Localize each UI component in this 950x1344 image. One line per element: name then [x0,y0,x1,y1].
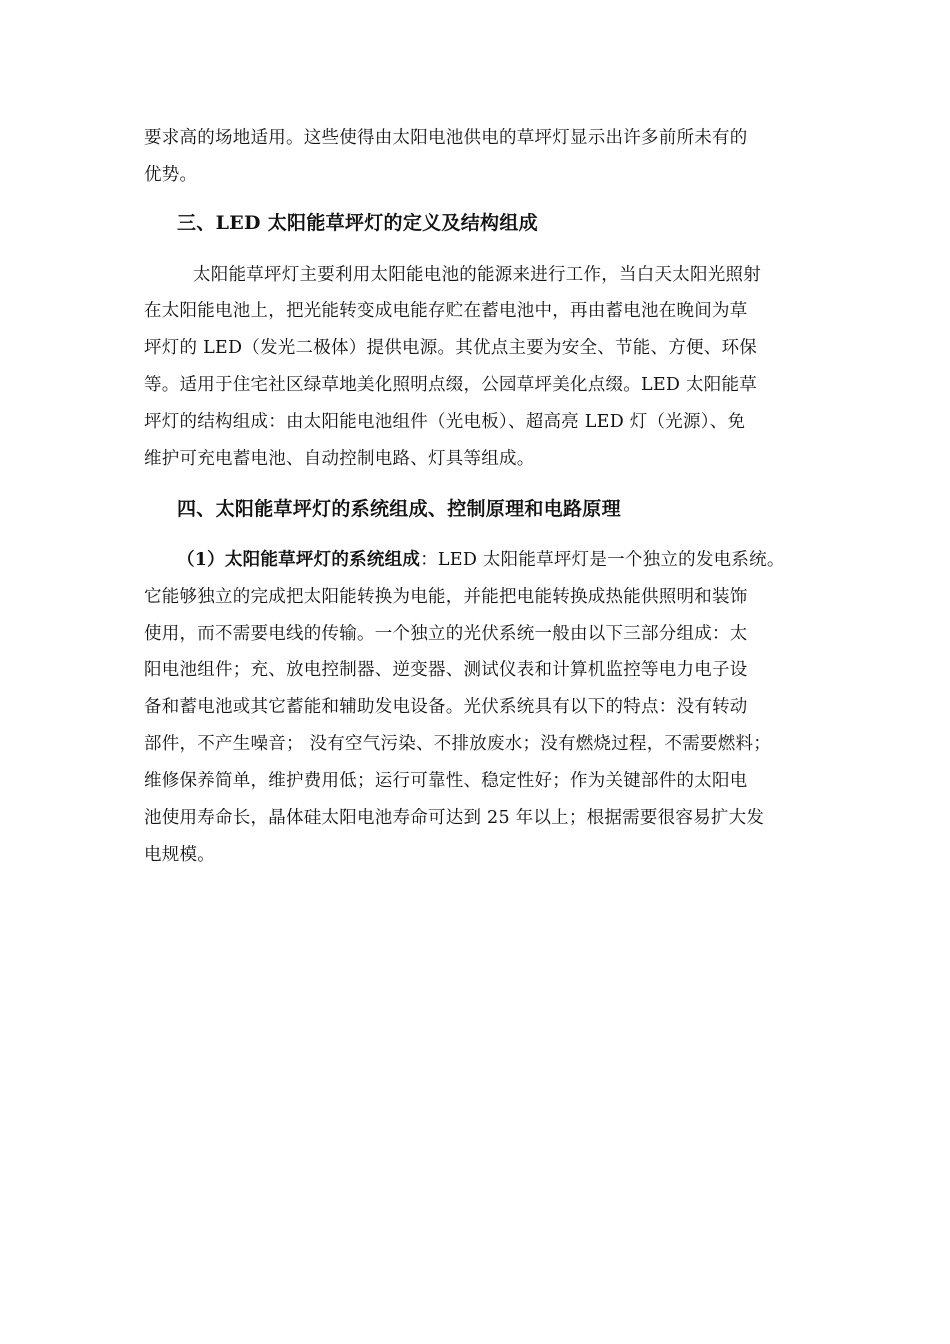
subsection-label: （1）太阳能草坪灯的系统组成 [177,550,421,570]
paragraph-line: 要求高的场地适用。这些使得由太阳电池供电的草坪灯显示出许多前所未有的 [144,128,748,148]
paragraph-line: 坪灯的 LED（发光二极体）提供电源。其优点主要为安全、节能、方便、环保 [144,338,757,358]
paragraph-line: 等。适用于住宅社区绿草地美化照明点缀，公园草坪美化点缀。LED 太阳能草 [144,375,757,395]
paragraph-line: 维修保养简单，维护费用低；运行可靠性、稳定性好；作为关键部件的太阳电 [144,771,748,791]
section-heading-3: 三、LED 太阳能草坪灯的定义及结构组成 [177,212,538,234]
paragraph-first-line [177,548,857,572]
paragraph-line: 使用，而不需要电线的传输。一个独立的光伏系统一般由以下三部分组成：太 [144,624,748,644]
paragraph-text: ：LED 太阳能草坪灯是一个独立的发电系统。 [420,550,785,570]
paragraph-line: 电规模。 [144,845,215,865]
paragraph-line: 它能够独立的完成把太阳能转换为电能，并能把电能转换成热能供照明和装饰 [144,587,748,607]
paragraph-line: 阳电池组件；充、放电控制器、逆变器、测试仪表和计算机监控等电力电子设 [144,660,748,680]
paragraph-line: 维护可充电蓄电池、自动控制电路、灯具等组成。 [144,449,535,469]
paragraph-line: 在太阳能电池上，把光能转变成电能存贮在蓄电池中，再由蓄电池在晚间为草 [144,301,748,321]
paragraph-line: 太阳能草坪灯主要利用太阳能电池的能源来进行工作，当白天太阳光照射 [193,265,761,285]
paragraph-line: 优势。 [144,165,198,185]
paragraph-line: 池使用寿命长，晶体硅太阳电池寿命可达到 25 年以上；根据需要很容易扩大发 [144,808,765,828]
paragraph-line: 坪灯的结构组成：由太阳能电池组件（光电板）、超高亮 LED 灯（光源）、免 [144,412,746,432]
paragraph-line: 部件，不产生噪音； 没有空气污染、不排放废水；没有燃烧过程，不需要燃料； [144,734,772,754]
paragraph-line: 备和蓄电池或其它蓄能和辅助发电设备。光伏系统具有以下的特点：没有转动 [144,697,748,717]
section-heading-4: 四、太阳能草坪灯的系统组成、控制原理和电路原理 [177,498,621,520]
